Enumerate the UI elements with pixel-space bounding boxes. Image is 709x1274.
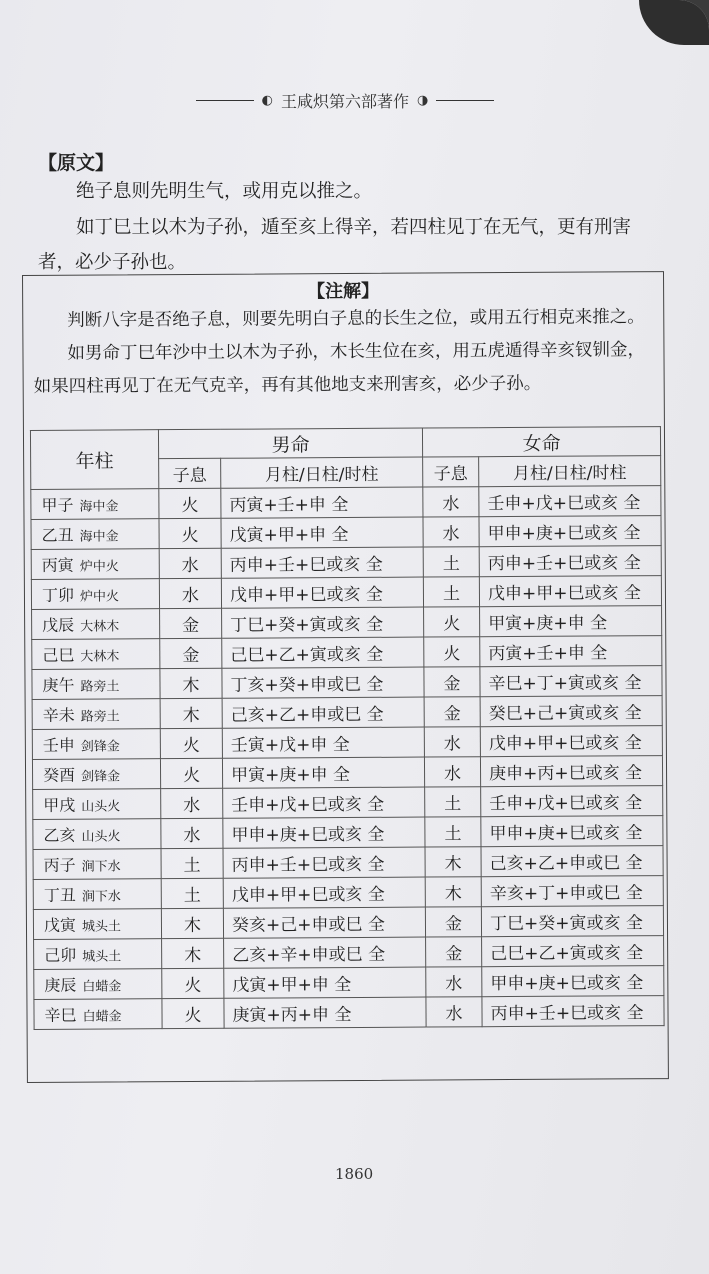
male-pillars-cell: 丁巳+癸+寅或亥 全: [222, 607, 424, 638]
female-pillars-cell: 壬申+戊+巳或亥 全: [479, 486, 661, 517]
female-pillars-cell: 戊申+甲+巳或亥 全: [479, 576, 661, 607]
year-nayin: 大林木: [80, 649, 120, 665]
female-pillars-cell: 丙申+壬+巳或亥 全: [482, 996, 664, 1027]
male-pillars-cell: 壬申+戊+巳或亥 全: [223, 787, 425, 818]
female-child-cell: 土: [425, 817, 481, 847]
year-stem-branch: 丁卯: [41, 585, 75, 605]
female-pillars-cell: 甲申+庚+巳或亥 全: [481, 816, 663, 847]
year-cell: [32, 639, 160, 670]
year-cell: [33, 849, 161, 880]
year-nayin: 山头火: [81, 829, 121, 845]
header-rule-right: [436, 100, 494, 101]
year-nayin: 白蜡金: [82, 1009, 122, 1025]
year-nayin: 山头火: [81, 799, 121, 815]
year-nayin: 涧下水: [81, 859, 121, 875]
male-child-cell: 木: [160, 668, 222, 698]
male-pillars-cell: 戊申+甲+巳或亥 全: [221, 577, 423, 608]
page-corner-shadow: [639, 0, 709, 45]
year-stem-branch: 辛未: [42, 705, 75, 725]
header-male: 男命: [158, 428, 422, 459]
header-rule-left: [196, 100, 254, 101]
original-paragraph: 如丁巳土以木为子孙，遁至亥上得辛，若四柱见丁在无气，更有刑害者，必少子孙也。: [38, 217, 632, 273]
table-row: [34, 996, 664, 1030]
year-cell: [34, 969, 162, 1000]
year-cell: [33, 819, 161, 850]
female-child-cell: 金: [424, 667, 480, 697]
female-pillars-cell: 壬申+戊+巳或亥 全: [481, 786, 663, 817]
female-pillars-cell: 戊申+甲+巳或亥 全: [480, 726, 662, 757]
year-stem-branch: 丙子: [43, 855, 76, 875]
male-child-cell: 金: [160, 608, 222, 638]
table-row: [33, 906, 663, 940]
female-child-cell: 金: [425, 907, 481, 937]
year-stem-branch: 乙丑: [41, 525, 74, 545]
female-pillars-cell: 癸巳+己+寅或亥 全: [480, 696, 662, 727]
year-cell: [33, 879, 161, 910]
year-nayin: 剑锋金: [80, 739, 120, 755]
year-nayin: 剑锋金: [81, 769, 121, 785]
table-row: [31, 516, 661, 550]
female-child-cell: 火: [424, 607, 480, 637]
male-pillars-cell: 丙申+壬+巳或亥 全: [223, 847, 425, 878]
header-female: 女命: [422, 427, 660, 457]
year-stem-branch: 癸酉: [42, 765, 76, 785]
male-child-cell: 木: [161, 908, 223, 938]
year-stem-branch: 甲子: [41, 495, 74, 515]
year-nayin: 涧下水: [81, 889, 121, 905]
female-child-cell: 水: [423, 487, 479, 517]
male-pillars-cell: 甲申+庚+巳或亥 全: [223, 817, 425, 848]
table-row: [33, 816, 663, 850]
year-stem-branch: 戊辰: [42, 615, 75, 635]
female-pillars-cell: 己巳+乙+寅或亥 全: [482, 936, 664, 967]
year-stem-branch: 辛巳: [44, 1005, 77, 1025]
table-row: [33, 846, 663, 880]
year-nayin: 城头土: [82, 949, 122, 965]
header-year: 年柱: [30, 430, 158, 490]
female-child-cell: 土: [425, 787, 481, 817]
female-child-cell: 木: [425, 847, 481, 877]
year-stem-branch: 己卯: [44, 945, 77, 965]
header-title: 王咸炽第六部著作: [280, 91, 409, 111]
male-child-cell: 木: [162, 938, 224, 968]
year-cell: [31, 579, 159, 610]
female-child-cell: 木: [425, 877, 481, 907]
female-pillars-cell: 丙申+壬+巳或亥 全: [479, 546, 661, 577]
male-child-cell: 火: [160, 728, 222, 758]
header-male-pillars: 月柱/日柱/时柱: [221, 457, 423, 488]
original-paragraph: 绝子息则先明生气，或用克以推之。: [76, 181, 373, 202]
female-child-cell: 金: [424, 697, 480, 727]
year-cell: [33, 909, 161, 940]
year-nayin: 海中金: [79, 529, 119, 545]
female-pillars-cell: 辛亥+丁+申或巳 全: [481, 876, 663, 907]
year-nayin: 路旁土: [80, 709, 120, 725]
table-row: [31, 486, 661, 520]
year-nayin: 炉中火: [79, 589, 120, 605]
male-pillars-cell: 戊申+甲+巳或亥 全: [223, 877, 425, 908]
male-pillars-cell: 壬寅+戊+申 全: [222, 727, 424, 758]
year-nayin: 大林木: [80, 619, 120, 635]
female-pillars-cell: 甲申+庚+巳或亥 全: [479, 516, 661, 547]
male-child-cell: 水: [159, 548, 221, 578]
male-child-cell: 火: [159, 518, 221, 548]
year-stem-branch: 庚午: [42, 675, 75, 695]
female-child-cell: 水: [423, 517, 479, 547]
male-pillars-cell: 丙申+壬+巳或亥 全: [221, 547, 423, 578]
table-row: [32, 756, 662, 790]
female-child-cell: 土: [423, 547, 479, 577]
year-stem-branch: 壬申: [42, 735, 75, 755]
year-stem-branch: 戊寅: [43, 915, 77, 935]
table-row: [32, 636, 662, 670]
female-pillars-cell: 甲申+庚+巳或亥 全: [482, 966, 664, 997]
year-nayin: 路旁土: [80, 679, 120, 695]
male-child-cell: 水: [159, 578, 221, 608]
annotation-box: [22, 271, 669, 1083]
annotation-paragraph: 如男命丁巳年沙中土以木为子孙，木长生位在亥，用五虎遁得辛亥钗钏金，如果四柱再见丁在无气克辛，再有其他地支来刑害亥，必少子孙。: [33, 340, 646, 397]
male-child-cell: 土: [161, 878, 223, 908]
header-female-pillars: 月柱/日柱/时柱: [479, 456, 661, 487]
table-row: [31, 576, 661, 610]
table-row: [34, 936, 664, 970]
female-child-cell: 水: [426, 997, 482, 1027]
female-pillars-cell: 丁巳+癸+寅或亥 全: [481, 906, 663, 937]
male-pillars-cell: 甲寅+庚+申 全: [222, 757, 424, 788]
year-cell: [32, 729, 160, 760]
table-row: [33, 786, 663, 820]
year-stem-branch: 庚辰: [44, 975, 77, 995]
year-stem-branch: 甲戌: [43, 795, 76, 815]
male-child-cell: 水: [161, 818, 223, 848]
female-pillars-cell: 丙寅+壬+申 全: [480, 636, 662, 667]
year-stem-branch: 丁丑: [43, 885, 76, 905]
male-child-cell: 土: [161, 848, 223, 878]
table-row: [32, 606, 662, 640]
table-row: [32, 696, 662, 730]
table-row: [34, 966, 664, 1000]
ornament-icon: ◑: [417, 92, 429, 108]
running-header: [190, 86, 500, 114]
year-stem-branch: 乙亥: [43, 825, 76, 845]
page-number: 1860: [335, 1165, 374, 1183]
female-child-cell: 水: [426, 967, 482, 997]
offspring-table: [30, 426, 665, 1030]
female-child-cell: 水: [424, 757, 480, 787]
male-pillars-cell: 戊寅+甲+申 全: [224, 967, 426, 998]
original-label: 【原文】: [38, 152, 115, 174]
table-row: [33, 876, 663, 910]
male-child-cell: 火: [162, 998, 224, 1028]
female-child-cell: 火: [424, 637, 480, 667]
female-pillars-cell: 己亥+乙+申或巳 全: [481, 846, 663, 877]
year-stem-branch: 己巳: [42, 645, 75, 665]
header-female-child: 子息: [423, 457, 479, 487]
year-cell: [32, 609, 160, 640]
male-pillars-cell: 己巳+乙+寅或亥 全: [222, 637, 424, 668]
male-child-cell: 木: [160, 698, 222, 728]
male-pillars-cell: 己亥+乙+申或巳 全: [222, 697, 424, 728]
table-row: [32, 666, 662, 700]
year-nayin: 白蜡金: [82, 979, 122, 995]
year-cell: [32, 759, 160, 790]
female-pillars-cell: 辛巳+丁+寅或亥 全: [480, 666, 662, 697]
year-cell: [34, 999, 162, 1030]
female-child-cell: 土: [423, 577, 479, 607]
ornament-icon: ◐: [261, 92, 273, 108]
year-cell: [33, 789, 161, 820]
male-pillars-cell: 癸亥+己+申或巳 全: [223, 907, 425, 938]
annotation-label: 【注解】: [307, 280, 380, 303]
male-child-cell: 水: [161, 788, 223, 818]
year-cell: [32, 699, 160, 730]
male-pillars-cell: 戊寅+甲+申 全: [221, 517, 423, 548]
annotation-paragraph: 判断八字是否绝子息，则要先明白子息的长生之位，或用五行相克来推之。: [67, 307, 645, 331]
year-cell: [34, 939, 162, 970]
table-row: [32, 726, 662, 760]
year-stem-branch: 丙寅: [41, 555, 74, 575]
male-pillars-cell: 庚寅+丙+申 全: [224, 997, 426, 1028]
year-cell: [31, 549, 159, 580]
male-child-cell: 金: [160, 638, 222, 668]
table-row: [31, 546, 661, 580]
female-child-cell: 金: [426, 937, 482, 967]
female-pillars-cell: 甲寅+庚+申 全: [480, 606, 662, 637]
female-pillars-cell: 庚申+丙+巳或亥 全: [480, 756, 662, 787]
header-male-child: 子息: [159, 458, 221, 488]
year-nayin: 城头土: [81, 919, 122, 935]
table-body: [31, 486, 664, 1030]
male-pillars-cell: 丁亥+癸+申或巳 全: [222, 667, 424, 698]
year-cell: [31, 489, 159, 520]
female-child-cell: 水: [424, 727, 480, 757]
year-nayin: 海中金: [79, 499, 119, 515]
year-nayin: 炉中火: [79, 559, 119, 575]
male-child-cell: 火: [162, 968, 224, 998]
male-pillars-cell: 丙寅+壬+申 全: [221, 487, 423, 518]
male-child-cell: 火: [160, 758, 222, 788]
male-pillars-cell: 乙亥+辛+申或巳 全: [224, 937, 426, 968]
year-cell: [32, 669, 160, 700]
male-child-cell: 火: [159, 488, 221, 518]
year-cell: [31, 519, 159, 550]
